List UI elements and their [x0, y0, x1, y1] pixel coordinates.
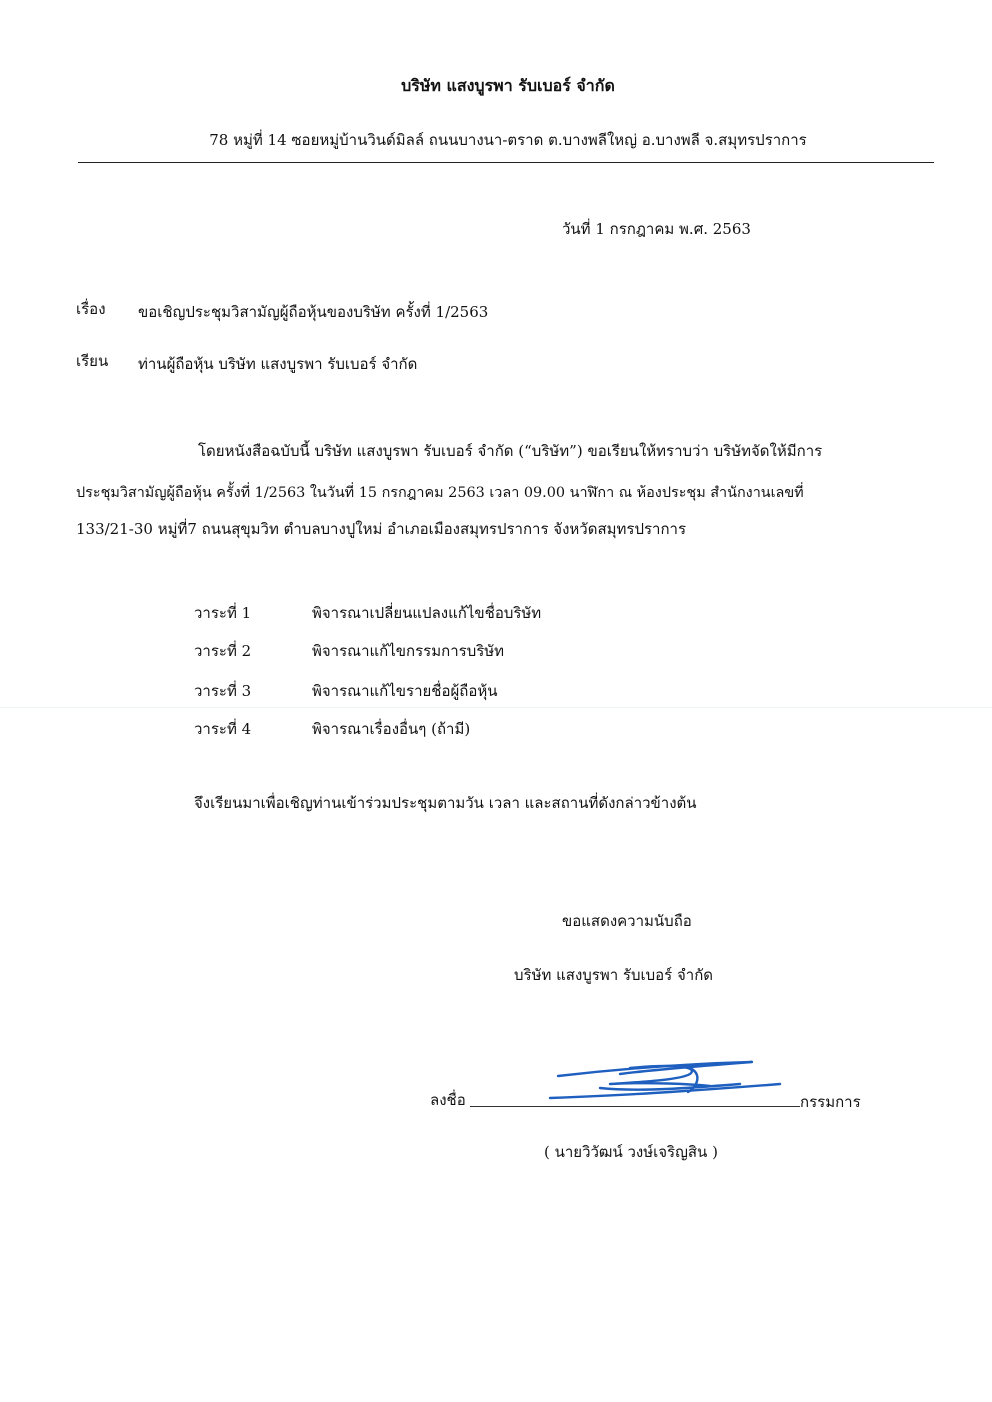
agenda-item-1-text: พิจารณาเปลี่ยนแปลงแก้ไขชื่อบริษัท — [312, 604, 542, 622]
recipient-label: เรียน — [76, 352, 109, 370]
letter-date: วันที่ 1 กรกฎาคม พ.ศ. 2563 — [562, 220, 751, 238]
sign-label: ลงชื่อ — [430, 1091, 466, 1109]
agenda-item-1-label: วาระที่ 1 — [194, 604, 252, 622]
signer-company: บริษัท แสงบูรพา รับเบอร์ จำกัด — [514, 966, 714, 984]
agenda-item-3-label: วาระที่ 3 — [194, 682, 252, 700]
closing-sentence: จึงเรียนมาเพื่อเชิญท่านเข้าร่วมประชุมตามวัน เวลา และสถานที่ดังกล่าวข้างต้น — [194, 794, 697, 812]
subject-label: เรื่อง — [76, 300, 106, 318]
agenda-item-2-label: วาระที่ 2 — [194, 642, 252, 660]
body-line-3: 133/21-30 หมู่ที่7 ถนนสุขุมวิท ตำบลบางปูใหม่ อำเภอเมืองสมุทรปราการ จังหวัดสมุทรปราการ — [76, 520, 687, 538]
company-address: 78 หมู่ที่ 14 ซอยหมู่บ้านวินด์มิลล์ ถนนบางนา-ตราด ต.บางพลีใหญ่ อ.บางพลี จ.สมุทรปราการ — [209, 131, 807, 149]
recipient-text: ท่านผู้ถือหุ้น บริษัท แสงบูรพา รับเบอร์ จำกัด — [138, 355, 418, 373]
signature-line — [470, 1106, 800, 1107]
regards: ขอแสดงความนับถือ — [562, 912, 692, 930]
agenda-item-4-label: วาระที่ 4 — [194, 720, 252, 738]
signer-title: กรรมการ — [800, 1093, 861, 1111]
agenda-item-3-text: พิจารณาแก้ไขรายชื่อผู้ถือหุ้น — [312, 682, 498, 700]
company-title: บริษัท แสงบูรพา รับเบอร์ จำกัด — [401, 76, 615, 95]
agenda-item-2-text: พิจารณาแก้ไขกรรมการบริษัท — [312, 642, 505, 660]
agenda-item-4-text: พิจารณาเรื่องอื่นๆ (ถ้ามี) — [312, 720, 471, 738]
body-line-2: ประชุมวิสามัญผู้ถือหุ้น ครั้งที่ 1/2563 ในวันที่ 15 กรกฎาคม 2563 เวลา 09.00 นาฬิกา ณ ห้องประชุม สำนักงานเลขที่ — [76, 485, 804, 501]
signer-name: ( นายวิวัฒน์ วงษ์เจริญสิน ) — [544, 1143, 718, 1161]
handwritten-signature — [540, 1048, 790, 1108]
subject-text: ขอเชิญประชุมวิสามัญผู้ถือหุ้นของบริษัท ครั้งที่ 1/2563 — [138, 303, 489, 321]
scan-artifact-line — [0, 707, 992, 708]
header-divider — [78, 162, 934, 163]
body-line-1: โดยหนังสือฉบับนี้ บริษัท แสงบูรพา รับเบอร์ จำกัด (“บริษัท”) ขอเรียนให้ทราบว่า บริษัทจัดให้มีการ — [198, 442, 823, 460]
